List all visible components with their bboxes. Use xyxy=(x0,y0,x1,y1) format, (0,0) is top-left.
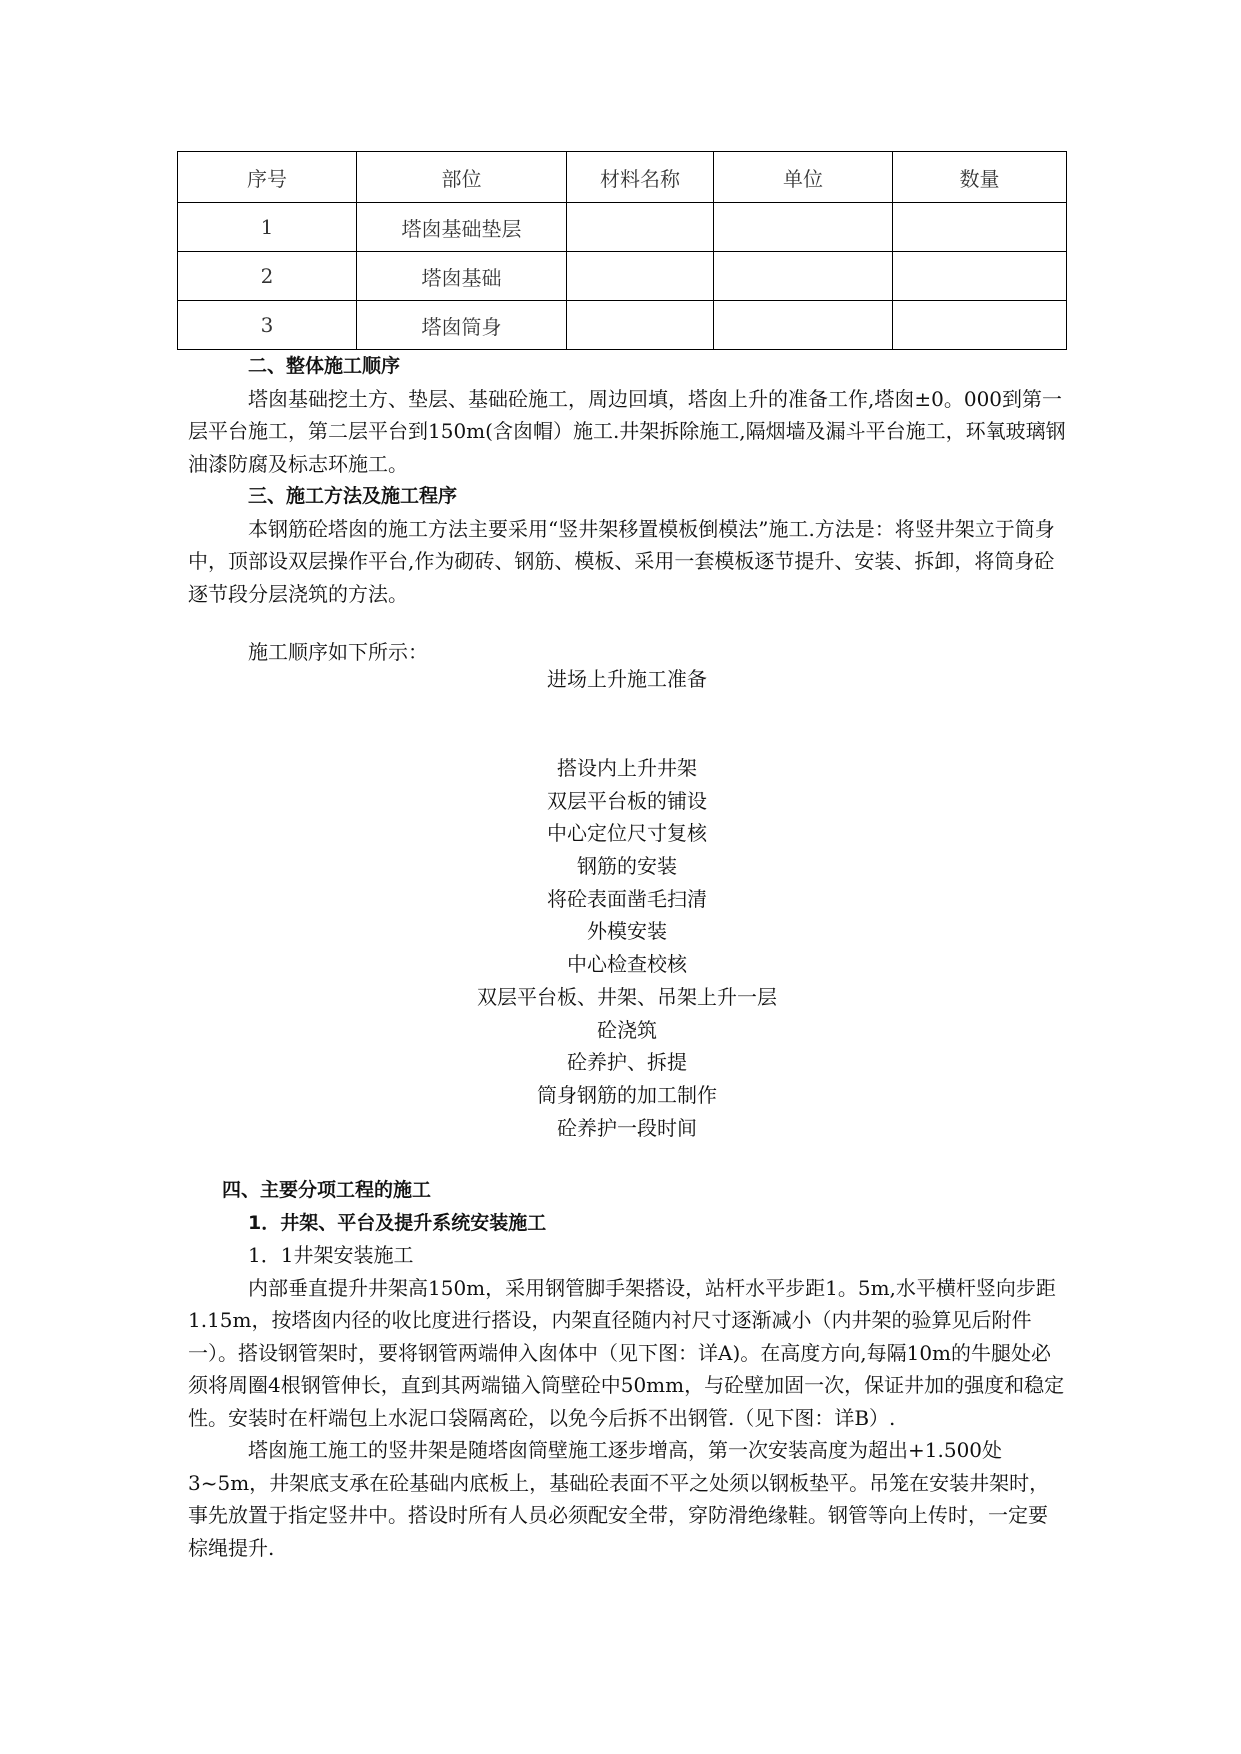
table-cell: 2 xyxy=(178,252,357,301)
paragraph: 内部垂直提升井架高150m，采用钢管脚手架搭设，站杆水平步距1。5m,水平横杆竖向步距1.15m，按塔囱内径的收比度进行搭设，内架直径随内衬尺寸逐渐减小（内井架的验算见后附件一）。搭设钢管架时，要将钢管两端伸入囱体中（见下图：详A)。在高度方向,每隔10m的牛腿处必须将周圈4根钢管伸长，直到其两端锚入筒壁砼中50mm，与砼壁加固一次，保证井加的强度和稳定性。安装时在杆端包上水泥口袋隔离砼，以免今后拆不出钢管.（见下图：详B）. xyxy=(188,1275,1065,1430)
table-cell xyxy=(714,252,893,301)
table-header-row xyxy=(178,152,1067,203)
table-header-cell: 部位 xyxy=(357,152,567,203)
table-cell: 塔囱筒身 xyxy=(357,301,567,350)
table-cell xyxy=(893,252,1067,301)
flow-steps xyxy=(188,752,1066,1144)
flow-step: 双层平台板的铺设 xyxy=(547,788,707,813)
table-row xyxy=(178,252,1067,301)
flow-step: 砼养护、拆提 xyxy=(567,1050,687,1075)
table-header-cell: 数量 xyxy=(893,152,1067,203)
subsection-heading: 1．井架、平台及提升系统安装施工 xyxy=(248,1211,547,1234)
table-header-cell: 材料名称 xyxy=(567,152,714,203)
table-cell xyxy=(567,301,714,350)
flow-step: 外模安装 xyxy=(587,919,667,944)
flow-step: 将砼表面凿毛扫清 xyxy=(547,886,707,911)
section-4 xyxy=(188,1174,1066,1564)
subsection-heading: 1．1井架安装施工 xyxy=(248,1243,414,1267)
section-heading: 二、整体施工顺序 xyxy=(248,355,401,377)
paragraph: 施工顺序如下所示： xyxy=(248,640,428,664)
table-row xyxy=(178,301,1067,350)
section-heading: 三、施工方法及施工程序 xyxy=(248,485,458,507)
section-2 xyxy=(188,350,1066,610)
flow-step: 进场上升施工准备 xyxy=(547,667,707,691)
table-cell xyxy=(893,203,1067,252)
table-cell: 3 xyxy=(178,301,357,350)
flow-step: 搭设内上升井架 xyxy=(557,756,697,780)
flow-step: 砼浇筑 xyxy=(597,1017,657,1042)
flow-step: 钢筋的安装 xyxy=(577,854,677,879)
table-cell xyxy=(567,252,714,301)
materials-table xyxy=(177,151,1067,350)
table-cell xyxy=(567,203,714,252)
paragraph: 塔囱基础挖土方、垫层、基础砼施工，周边回填，塔囱上升的准备工作,塔囱±0。000到第一层平台施工，第二层平台到150m(含囱帽）施工.井架拆除施工,隔烟墙及漏斗平台施工，环氧玻璃钢油漆防腐及标志环施工。 xyxy=(188,386,1066,476)
flow-first-step xyxy=(188,663,1066,696)
flow-step: 筒身钢筋的加工制作 xyxy=(537,1082,717,1107)
table-cell xyxy=(893,301,1067,350)
table-header-cell: 序号 xyxy=(178,152,357,203)
table-row xyxy=(178,203,1067,252)
flow-step: 中心检查校核 xyxy=(567,952,687,977)
section-heading: 四、主要分项工程的施工 xyxy=(222,1179,432,1201)
table-header-cell: 单位 xyxy=(714,152,893,203)
table-cell xyxy=(714,203,893,252)
flow-step: 中心定位尺寸复核 xyxy=(547,821,707,846)
paragraph: 塔囱施工施工的竖井架是随塔囱筒壁施工逐步增高，第一次安装高度为超出+1.500处3~5m，井架底支承在砼基础内底板上，基础砼表面不平之处须以钢板垫平。吊笼在安装井架时，事先放置于指定竖井中。搭设时所有人员必须配安全带，穿防滑绝缘鞋。钢管等向上传时，一定要棕绳提升. xyxy=(188,1438,1050,1560)
table-cell xyxy=(714,301,893,350)
table-cell: 塔囱基础垫层 xyxy=(357,203,567,252)
table-cell: 1 xyxy=(178,203,357,252)
table-cell: 塔囱基础 xyxy=(357,252,567,301)
paragraph: 本钢筋砼塔囱的施工方法主要采用“竖井架移置模板倒模法”施工.方法是：将竖井架立于筒身中，顶部设双层操作平台,作为砌砖、钢筋、模板、采用一套模板逐节提升、安装、拆卸，将筒身砼逐节段分层浇筑的方法。 xyxy=(188,516,1055,606)
flow-step: 双层平台板、井架、吊架上升一层 xyxy=(477,984,777,1009)
flow-step: 砼养护一段时间 xyxy=(557,1115,697,1140)
